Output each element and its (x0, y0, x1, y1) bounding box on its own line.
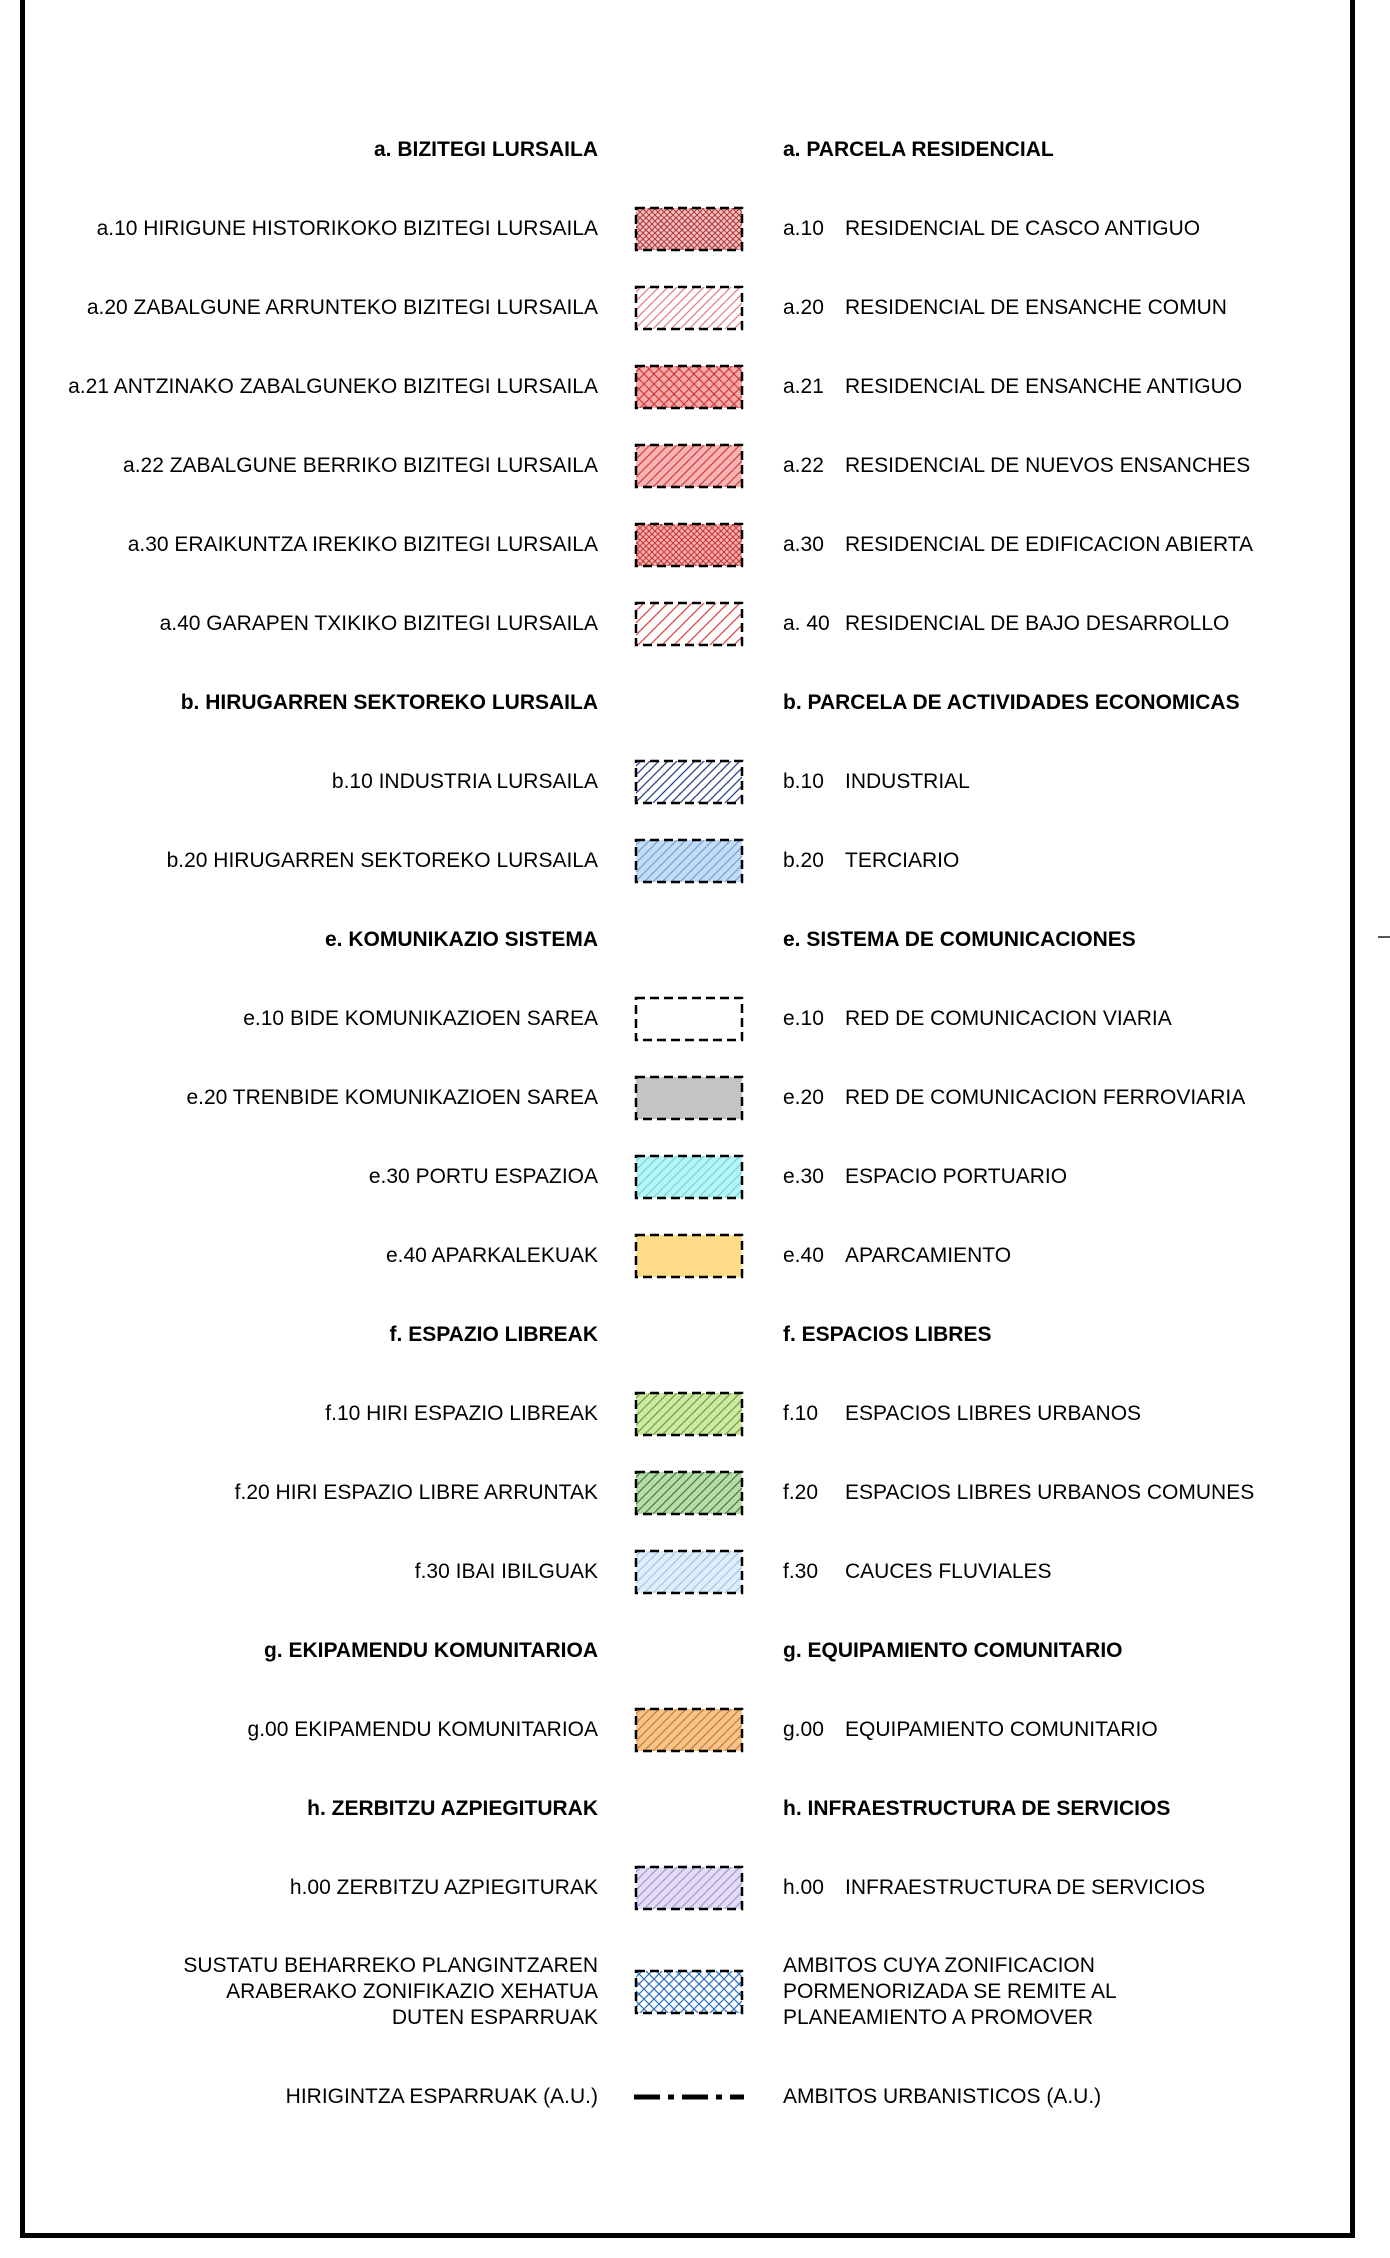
group-header-es-1: b. PARCELA DE ACTIVIDADES ECONOMICAS (783, 691, 1240, 714)
legend-item-code: h.00 (783, 1876, 824, 1899)
legend-item-label-es (783, 1717, 1158, 1743)
legend-swatch (634, 1470, 744, 1516)
legend-item-label-es (783, 453, 1250, 479)
legend-item-label-es (783, 1875, 1205, 1901)
legend-swatch-fill (636, 1235, 742, 1277)
zonification-line-es: AMBITOS CUYA ZONIFICACION (783, 1954, 1095, 1977)
legend-item-code: a. 40 (783, 612, 830, 635)
legend-item-label-eu: g.00 EKIPAMENDU KOMUNITARIOA (247, 1718, 598, 1741)
legend-item-label-eu: e.20 TRENBIDE KOMUNIKAZIOEN SAREA (186, 1086, 598, 1109)
zonification-swatch (634, 1969, 744, 2015)
group-header-es-4: g. EQUIPAMIENTO COMUNITARIO (783, 1639, 1123, 1662)
zonification-line-eu: SUSTATU BEHARREKO PLANGINTZAREN (183, 1954, 598, 1977)
legend-item-code: b.10 (783, 770, 824, 793)
legend-swatch-graphic (634, 206, 744, 252)
legend-item-text-es: RESIDENCIAL DE EDIFICACION ABIERTA (845, 533, 1254, 556)
legend-swatch (634, 364, 744, 410)
legend-item-text-es: INDUSTRIAL (845, 770, 970, 793)
legend-swatch (634, 1233, 744, 1279)
legend-item-label-es (783, 1085, 1245, 1111)
legend-swatch (634, 601, 744, 647)
zonification-swatch-fill (636, 1971, 742, 2013)
legend-swatch-graphic (634, 1470, 744, 1516)
legend-item-label-es (783, 216, 1200, 242)
legend-swatch (634, 996, 744, 1042)
legend-item-code: g.00 (783, 1718, 824, 1741)
legend-swatch-graphic (634, 1707, 744, 1753)
zonification-line-es: PORMENORIZADA SE REMITE AL (783, 1980, 1117, 2003)
legend-swatch-graphic (634, 1865, 744, 1911)
legend-swatch-graphic (634, 601, 744, 647)
group-header-es-0: a. PARCELA RESIDENCIAL (783, 138, 1054, 161)
legend-item-label-eu: a.40 GARAPEN TXIKIKO BIZITEGI LURSAILA (159, 612, 598, 635)
zonification-label-eu (183, 1953, 598, 2031)
legend-swatch (634, 206, 744, 252)
legend-item-text-es: ESPACIO PORTUARIO (845, 1165, 1068, 1188)
zonification-line-eu: DUTEN ESPARRUAK (391, 2006, 598, 2029)
legend-swatch (634, 1549, 744, 1595)
legend-swatch-fill (636, 445, 742, 487)
legend-item-text-es: RED DE COMUNICACION FERROVIARIA (845, 1086, 1246, 1109)
legend-swatch-fill (636, 998, 742, 1040)
legend-item-code: e.20 (783, 1086, 824, 1109)
legend-item-code: f.10 (783, 1402, 819, 1425)
ambitos-label-es: AMBITOS URBANISTICOS (A.U.) (783, 2085, 1102, 2108)
legend-swatch-fill (636, 524, 742, 566)
legend-item-label-es (783, 374, 1242, 400)
legend-item-code: e.40 (783, 1244, 824, 1267)
legend-item-code: a.30 (783, 533, 824, 556)
legend-item-label-eu: a.20 ZABALGUNE ARRUNTEKO BIZITEGI LURSAILA (86, 296, 598, 319)
legend-swatch-graphic (634, 364, 744, 410)
legend-swatch-fill (636, 1472, 742, 1514)
legend-item-label-es (783, 848, 959, 874)
legend-item-code: f.30 (783, 1560, 819, 1583)
legend-swatch-graphic (634, 443, 744, 489)
legend-swatch (634, 443, 744, 489)
legend-item-text-es: EQUIPAMIENTO COMUNITARIO (845, 1718, 1158, 1741)
legend-item-code: e.10 (783, 1007, 824, 1030)
group-header-eu-4: g. EKIPAMENDU KOMUNITARIOA (263, 1639, 598, 1662)
legend-swatch-fill (636, 366, 742, 408)
legend-item-code: a.10 (783, 217, 824, 240)
legend-swatch-graphic (634, 759, 744, 805)
legend-swatch-graphic (634, 1549, 744, 1595)
group-header-eu-0: a. BIZITEGI LURSAILA (373, 138, 598, 161)
zonification-line-es: PLANEAMIENTO A PROMOVER (783, 2006, 1094, 2029)
legend-item-code: b.20 (783, 849, 824, 872)
legend-item-label-eu: f.30 IBAI IBILGUAK (414, 1560, 598, 1583)
group-header-es-3: f. ESPACIOS LIBRES (783, 1323, 992, 1346)
legend-swatch-fill (636, 208, 742, 250)
legend-swatch-graphic (634, 996, 744, 1042)
legend-item-text-es: RESIDENCIAL DE CASCO ANTIGUO (845, 217, 1201, 240)
legend-swatch (634, 522, 744, 568)
legend-swatch-graphic (634, 1391, 744, 1437)
legend-item-label-eu: e.30 PORTU ESPAZIOA (368, 1165, 598, 1188)
legend-swatch-fill (636, 603, 742, 645)
legend-item-code: a.20 (783, 296, 824, 319)
legend-swatch-graphic (634, 522, 744, 568)
legend-item-label-es (783, 769, 970, 795)
legend-item-label-es (783, 1559, 1052, 1585)
legend-item-label-eu: b.10 INDUSTRIA LURSAILA (331, 770, 598, 793)
legend-item-label-eu: f.20 HIRI ESPAZIO LIBRE ARRUNTAK (234, 1481, 598, 1504)
legend-item-label-es (783, 1480, 1254, 1506)
legend-swatch (634, 759, 744, 805)
legend-item-label-es (783, 1006, 1172, 1032)
legend-item-label-es (783, 1243, 1011, 1269)
ambitos-label-eu: HIRIGINTZA ESPARRUAK (A.U.) (285, 2085, 598, 2108)
group-header-eu-2: e. KOMUNIKAZIO SISTEMA (324, 928, 598, 951)
legend-swatch-fill (636, 1393, 742, 1435)
legend-swatch-graphic (634, 1154, 744, 1200)
group-header-es-5: h. INFRAESTRUCTURA DE SERVICIOS (783, 1797, 1171, 1820)
legend-swatch (634, 1154, 744, 1200)
group-header-eu-3: f. ESPAZIO LIBREAK (389, 1323, 598, 1346)
legend-item-text-es: INFRAESTRUCTURA DE SERVICIOS (845, 1876, 1206, 1899)
legend-item-text-es: RESIDENCIAL DE BAJO DESARROLLO (845, 612, 1230, 635)
legend-item-label-es (783, 532, 1253, 558)
legend-item-text-es: RESIDENCIAL DE ENSANCHE COMUN (845, 296, 1227, 319)
legend-item-label-eu: e.10 BIDE KOMUNIKAZIOEN SAREA (243, 1007, 598, 1030)
legend-item-label-es (783, 611, 1229, 637)
legend-item-label-es (783, 1164, 1067, 1190)
legend-swatch-graphic (634, 838, 744, 884)
legend-item-label-eu: a.10 HIRIGUNE HISTORIKOKO BIZITEGI LURSAILA (96, 217, 598, 240)
legend-item-label-es (783, 295, 1227, 321)
legend-item-label-eu: a.30 ERAIKUNTZA IREKIKO BIZITEGI LURSAILA (127, 533, 598, 556)
legend-swatch (634, 285, 744, 331)
group-header-eu-1: b. HIRUGARREN SEKTOREKO LURSAILA (180, 691, 598, 714)
legend-swatch-fill (636, 1077, 742, 1119)
legend-item-label-eu: a.22 ZABALGUNE BERRIKO BIZITEGI LURSAILA (123, 454, 598, 477)
legend-swatch-fill (636, 1551, 742, 1593)
ambitos-line-symbol (634, 2074, 744, 2120)
legend-item-text-es: ESPACIOS LIBRES URBANOS (845, 1402, 1142, 1425)
legend-swatch-fill (636, 761, 742, 803)
legend-item-label-eu: b.20 HIRUGARREN SEKTOREKO LURSAILA (166, 849, 598, 872)
legend-item-code: e.30 (783, 1165, 824, 1188)
legend-item-text-es: APARCAMIENTO (845, 1244, 1012, 1267)
legend-swatch (634, 838, 744, 884)
group-header-es-2: e. SISTEMA DE COMUNICACIONES (783, 928, 1136, 951)
legend-swatch-fill (636, 287, 742, 329)
legend-swatch-fill (636, 1156, 742, 1198)
legend-item-code: a.21 (783, 375, 824, 398)
legend-item-text-es: RED DE COMUNICACION VIARIA (845, 1007, 1172, 1030)
legend-item-label-eu: e.40 APARKALEKUAK (385, 1244, 598, 1267)
legend-swatch-graphic (634, 1075, 744, 1121)
legend-swatch (634, 1075, 744, 1121)
legend-item-text-es: TERCIARIO (845, 849, 960, 872)
legend-item-label-eu: f.10 HIRI ESPAZIO LIBREAK (325, 1402, 598, 1425)
zonification-line-eu: ARABERAKO ZONIFIKAZIO XEHATUA (226, 1980, 598, 2003)
group-header-eu-5: h. ZERBITZU AZPIEGITURAK (307, 1797, 598, 1820)
legend-swatch (634, 1865, 744, 1911)
legend-swatch-graphic (634, 285, 744, 331)
zonification-swatch-graphic (634, 1969, 744, 2015)
legend-item-text-es: RESIDENCIAL DE NUEVOS ENSANCHES (845, 454, 1251, 477)
legend-swatch-graphic (634, 1233, 744, 1279)
legend-swatch-fill (636, 840, 742, 882)
legend-swatch (634, 1707, 744, 1753)
legend-item-code: f.20 (783, 1481, 819, 1504)
legend-item-label-eu: a.21 ANTZINAKO ZABALGUNEKO BIZITEGI LURSAILA (68, 375, 598, 398)
legend-swatch-fill (636, 1867, 742, 1909)
legend-swatch-fill (636, 1709, 742, 1751)
legend-swatch (634, 1391, 744, 1437)
legend-item-text-es: CAUCES FLUVIALES (845, 1560, 1052, 1583)
legend-item-text-es: RESIDENCIAL DE ENSANCHE ANTIGUO (845, 375, 1243, 398)
legend-item-text-es: ESPACIOS LIBRES URBANOS COMUNES (845, 1481, 1255, 1504)
legend-item-label-eu: h.00 ZERBITZU AZPIEGITURAK (289, 1876, 598, 1899)
zonification-label-es (783, 1953, 1117, 2031)
legend-item-label-es (783, 1401, 1141, 1427)
legend-item-code: a.22 (783, 454, 824, 477)
